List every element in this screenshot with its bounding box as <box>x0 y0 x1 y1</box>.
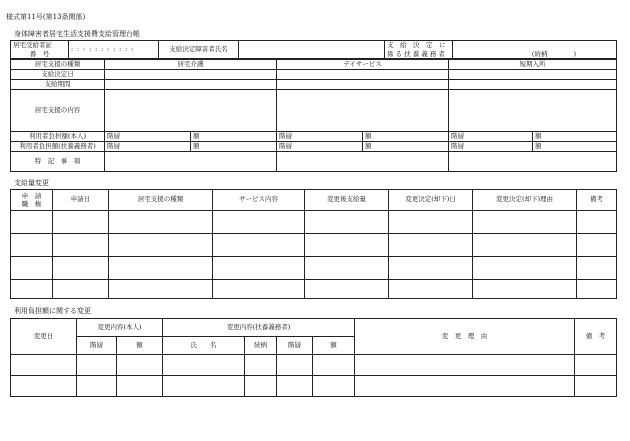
guardian-field[interactable] <box>453 41 617 59</box>
notes-label: 特 記 事 項 <box>11 152 105 172</box>
burden-guardian-label: 利用者負担額(扶養義務者) <box>11 142 105 152</box>
self-change-label: 変更内容(本人) <box>77 319 163 337</box>
change-date-label: 変更日 <box>11 319 77 355</box>
burden-guardian-amount-3[interactable]: 額 <box>533 142 617 152</box>
burden-guardian-amount-1[interactable]: 額 <box>191 142 277 152</box>
guardian-name-label: 氏 名 <box>163 337 245 355</box>
guardian-relation-label: 続柄 <box>245 337 277 355</box>
period-label: 支給期間 <box>11 80 105 90</box>
notes-short-stay[interactable] <box>449 152 617 172</box>
service-day-service: デイサービス <box>277 60 449 70</box>
col-decision-date: 変更決定(却下)日 <box>389 190 473 211</box>
burden-self-amount-1[interactable]: 額 <box>191 132 277 142</box>
supply-change-title: 支給量変更 <box>14 179 49 187</box>
burden-guardian-tier-1[interactable]: 階層 <box>105 142 191 152</box>
table-row <box>11 376 617 397</box>
burden-self-label: 利用者負担額(本人) <box>11 132 105 142</box>
disabled-name-field[interactable] <box>239 41 385 59</box>
service-short-stay: 短期入所 <box>449 60 617 70</box>
content-home-care[interactable] <box>105 90 277 132</box>
table-row <box>11 257 617 280</box>
decision-date-home-care[interactable] <box>105 70 277 80</box>
period-short-stay[interactable] <box>449 80 617 90</box>
col-decision-reason: 変更決定(却下)理由 <box>473 190 577 211</box>
table-row <box>11 234 617 257</box>
service-type-label: 居宅支援の種類 <box>11 60 105 70</box>
table-row <box>11 355 617 376</box>
relation-label: (続柄 ) <box>531 49 576 58</box>
change-reason-label: 変 更 理 由 <box>355 319 575 355</box>
service-table <box>10 59 617 172</box>
guardian-label: 支 給 決 定 に 係 る 扶 養 義 務 者 <box>385 41 453 59</box>
burden-guardian-tier-2[interactable]: 階層 <box>277 142 363 152</box>
period-day-service[interactable] <box>277 80 449 90</box>
burden-self-amount-3[interactable]: 額 <box>533 132 617 142</box>
recipient-no-label: 居宅受給者証 番 号 <box>11 41 69 59</box>
col-service-content: サービス内容 <box>213 190 305 211</box>
table-row <box>11 280 617 299</box>
recipient-info-table <box>10 40 617 59</box>
self-tier-label: 階層 <box>77 337 117 355</box>
burden-change-table <box>10 318 617 397</box>
period-home-care[interactable] <box>105 80 277 90</box>
content-day-service[interactable] <box>277 90 449 132</box>
decision-date-day-service[interactable] <box>277 70 449 80</box>
change-remarks-label: 備 考 <box>575 319 617 355</box>
form-number: 様式第11号(第13条関係) <box>6 13 86 21</box>
self-amount-label: 額 <box>117 337 163 355</box>
content-label: 居宅支援の内容 <box>11 90 105 132</box>
disabled-name-label: 支給決定障害者氏名 <box>159 41 239 59</box>
burden-self-tier-3[interactable]: 階層 <box>449 132 533 142</box>
guardian-tier-label: 階層 <box>277 337 313 355</box>
page-title: 身体障害者居宅生活支援費支給管理台帳 <box>14 30 140 38</box>
service-home-care: 居宅介護 <box>105 60 277 70</box>
col-application: 申 請 職 権 <box>11 190 53 211</box>
col-service-type: 居宅支援の種類 <box>109 190 213 211</box>
col-new-supply: 変更後支給量 <box>305 190 389 211</box>
burden-guardian-tier-3[interactable]: 階層 <box>449 142 533 152</box>
content-short-stay[interactable] <box>449 90 617 132</box>
notes-day-service[interactable] <box>277 152 449 172</box>
guardian-amount-label: 額 <box>313 337 355 355</box>
burden-self-amount-2[interactable]: 額 <box>363 132 449 142</box>
col-remarks: 備考 <box>577 190 617 211</box>
burden-change-title: 利用負担額に関する変更 <box>14 307 91 315</box>
table-row <box>11 211 617 234</box>
decision-date-label: 支給決定日 <box>11 70 105 80</box>
burden-self-tier-1[interactable]: 階層 <box>105 132 191 142</box>
col-application-date: 申請日 <box>53 190 109 211</box>
guardian-change-label: 変更内容(扶養義務者) <box>163 319 355 337</box>
decision-date-short-stay[interactable] <box>449 70 617 80</box>
recipient-no-field[interactable]: ::::::::::: <box>69 41 159 59</box>
burden-guardian-amount-2[interactable]: 額 <box>363 142 449 152</box>
supply-change-table <box>10 189 617 299</box>
burden-self-tier-2[interactable]: 階層 <box>277 132 363 142</box>
notes-home-care[interactable] <box>105 152 277 172</box>
